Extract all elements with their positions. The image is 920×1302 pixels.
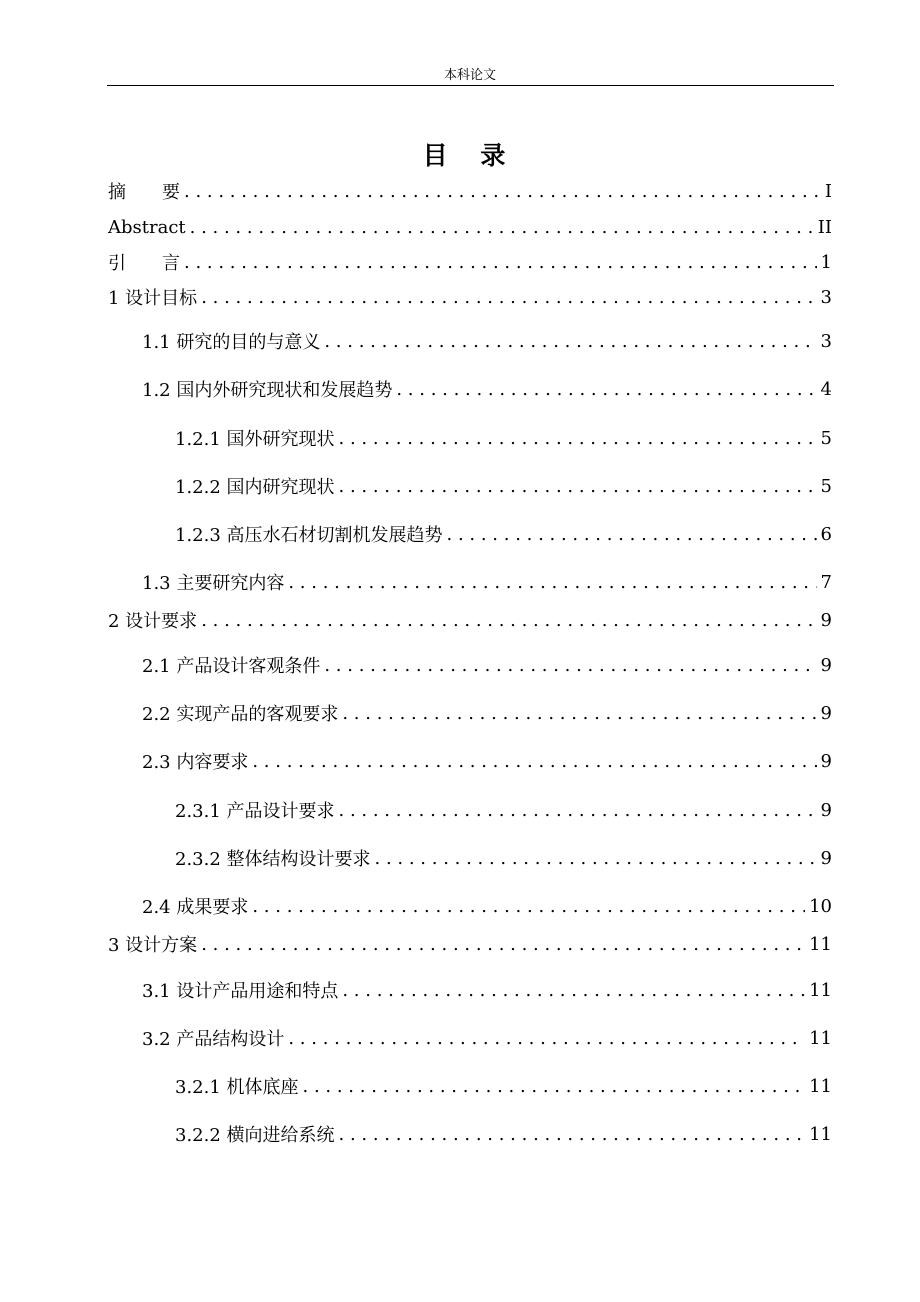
toc-entry-page: 5 [820,427,832,449]
toc-entry-page: 4 [820,378,832,400]
toc-leader [252,751,816,772]
toc-entry-text: 引 言 [108,253,180,274]
toc-entry-text: 3.2 产品结构设计 [142,1029,285,1050]
toc-entry-page: 10 [809,895,832,917]
toc-entry[interactable] [108,929,832,959]
toc-entry-text: 2.4 成果要求 [142,897,249,918]
toc-entry-text: 2 设计要求 [108,611,198,632]
toc-leader [447,524,817,545]
toc-leader [184,252,817,273]
toc-entry-text: 2.2 实现产品的客观要求 [142,704,339,725]
toc-entry[interactable] [175,795,832,825]
toc-entry[interactable] [142,650,832,680]
toc-entry-page: 9 [820,702,832,724]
toc-entry-page: 9 [820,750,832,772]
toc-entry-page: 9 [820,847,832,869]
toc-entry[interactable] [142,975,832,1005]
toc-entry-page: 5 [820,475,832,497]
toc-entry[interactable] [175,471,832,501]
toc-entry-text: 摘 要 [108,182,180,203]
toc-entry-text: 3.1 设计产品用途和特点 [142,981,339,1002]
toc-entry[interactable] [142,374,832,404]
toc-entry-page: 9 [820,799,832,821]
toc-entry[interactable] [175,423,832,453]
toc-leader [396,379,816,400]
toc-entry[interactable] [108,282,832,312]
toc-entry[interactable] [175,1119,832,1149]
toc-entry[interactable] [108,247,832,277]
toc-entry[interactable] [175,1071,832,1101]
toc-leader [201,287,816,308]
toc-entry-text: Abstract [108,216,186,238]
toc-entry-text: 1.1 研究的目的与意义 [142,332,321,353]
toc-entry[interactable] [108,212,832,242]
toc-entry[interactable] [142,1023,832,1053]
toc-leader [375,848,817,869]
toc-entry[interactable] [142,567,832,597]
toc-entry-text: 1.2.2 国内研究现状 [175,477,335,498]
toc-entry-page: 11 [809,979,832,1001]
toc-entry-text: 1.3 主要研究内容 [142,573,285,594]
toc-entry-page: 9 [820,654,832,676]
toc-entry-page: 11 [809,933,832,955]
toc-entry-page: 9 [820,609,832,631]
toc-entry-text: 3.2.1 机体底座 [175,1077,299,1098]
header-rule [107,85,834,86]
toc-entry[interactable] [175,519,832,549]
toc-entry-text: 1.2 国内外研究现状和发展趋势 [142,380,393,401]
toc-entry-text: 1.2.3 高压水石材切割机发展趋势 [175,525,443,546]
toc-leader [190,217,814,238]
toc-entry-text: 3 设计方案 [108,935,198,956]
toc-entry[interactable] [108,605,832,635]
toc-entry-text: 2.3.2 整体结构设计要求 [175,849,371,870]
toc-leader [324,331,816,352]
toc-entry[interactable] [142,891,832,921]
toc-entry-text: 1 设计目标 [108,288,198,309]
toc-leader [184,181,821,202]
toc-leader [339,476,817,497]
toc-entry-text: 2.3.1 产品设计要求 [175,801,335,822]
toc-entry-page: 6 [820,523,832,545]
toc-leader [303,1076,806,1097]
toc-leader [342,980,805,1001]
toc-entry[interactable] [175,843,832,873]
toc-entry-page: 7 [820,571,832,593]
toc-entry-page: 3 [820,286,832,308]
toc-entry-text: 3.2.2 横向进给系统 [175,1125,335,1146]
toc-title: 目 录 [422,141,518,170]
toc-entry-page: 3 [820,330,832,352]
toc-leader [342,703,816,724]
toc-entry-page: II [817,216,832,238]
toc-leader [339,428,817,449]
toc-leader [201,934,805,955]
toc-leader [324,655,816,676]
toc-entry-page: 11 [809,1075,832,1097]
toc-entry-page: 1 [820,251,832,273]
toc-leader [288,572,816,593]
toc-leader [252,896,805,917]
toc-entry-text: 1.2.1 国外研究现状 [175,429,335,450]
toc-leader [339,1124,806,1145]
toc-entry-text: 2.3 内容要求 [142,752,249,773]
toc-leader [339,800,817,821]
toc-entry-page: I [824,180,832,202]
toc-entry-page: 11 [809,1123,832,1145]
toc-entry-text: 2.1 产品设计客观条件 [142,656,321,677]
toc-entry[interactable] [142,746,832,776]
toc-leader [201,610,816,631]
toc-entry[interactable] [142,698,832,728]
toc-leader [288,1028,805,1049]
toc-entry-page: 11 [809,1027,832,1049]
running-header: 本科论文 [443,68,496,83]
toc-entry[interactable] [108,176,832,206]
toc-entry[interactable] [142,326,832,356]
